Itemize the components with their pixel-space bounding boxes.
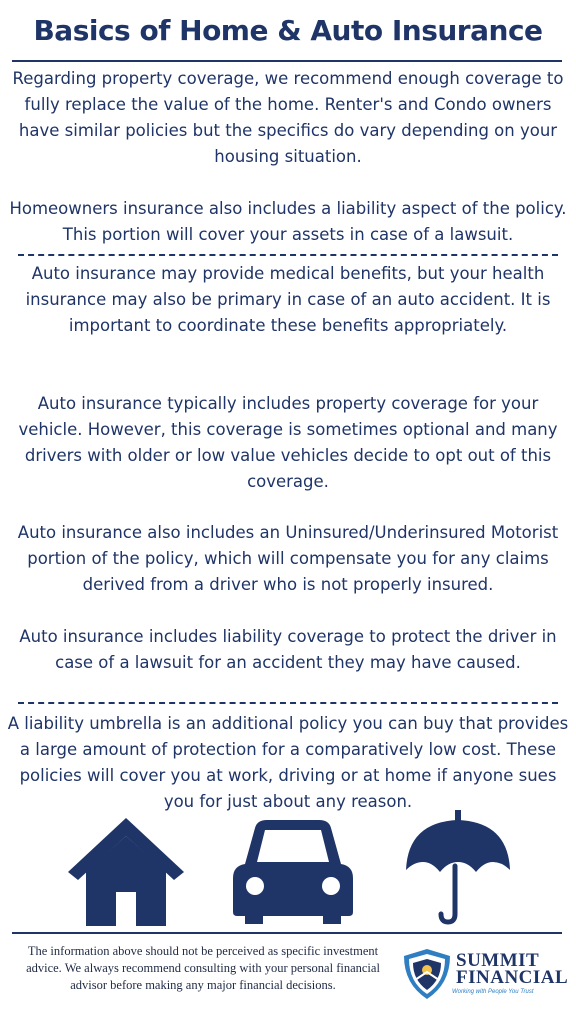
umbrella-icon <box>406 810 510 926</box>
auto-property-paragraph: Auto insurance typically includes property coverage for your vehicle. However, this coverage is sometimes optional and many drivers with older or low value vehicles decide to opt out of this coverage. <box>18 394 558 491</box>
page-title: Basics of Home & Auto Insurance <box>33 14 543 47</box>
auto-uninsured-paragraph: Auto insurance also includes an Uninsured/Underinsured Motorist portion of the policy, which will compensate you for any claims derived from a driver who is not properly insured. <box>17 523 559 594</box>
brand-name <box>456 952 568 986</box>
property-coverage-paragraph: Regarding property coverage, we recommend enough coverage to fully replace the value of the home. Renter's and Condo owners have similar policies but the specifics do vary depending on your housing situation. <box>12 69 564 166</box>
house-icon <box>68 818 184 926</box>
brand-tagline: Working with People You Trust <box>452 989 534 995</box>
umbrella-paragraph: A liability umbrella is an additional policy you can buy that provides a large amount of protection for a comparatively low cost. These policies will cover you at work, driving or at home if anyone sues you for just about any reason. <box>7 714 569 811</box>
brand-name-line1: SUMMIT <box>456 950 540 971</box>
section-divider <box>18 254 558 256</box>
summit-shield-logo-icon <box>402 948 452 1000</box>
title-underline <box>12 60 562 62</box>
homeowners-liability-paragraph: Homeowners insurance also includes a liability aspect of the policy. This portion will cover your assets in case of a lawsuit. <box>9 199 567 244</box>
car-icon <box>233 820 353 924</box>
section-divider <box>18 702 558 704</box>
footer-rule <box>12 932 562 934</box>
auto-medical-paragraph: Auto insurance may provide medical benefits, but your health insurance may also be primary in case of an auto accident. It is important to coordinate these benefits appropriately. <box>25 264 551 335</box>
disclaimer-text: The information above should not be perceived as specific investment advice. We always recommend consulting with your personal financial advisor before making any major financial decisions. <box>26 944 380 992</box>
auto-liability-paragraph: Auto insurance includes liability coverage to protect the driver in case of a lawsuit for an accident they may have caused. <box>19 627 557 672</box>
brand-name-line2: FINANCIAL <box>456 967 569 988</box>
